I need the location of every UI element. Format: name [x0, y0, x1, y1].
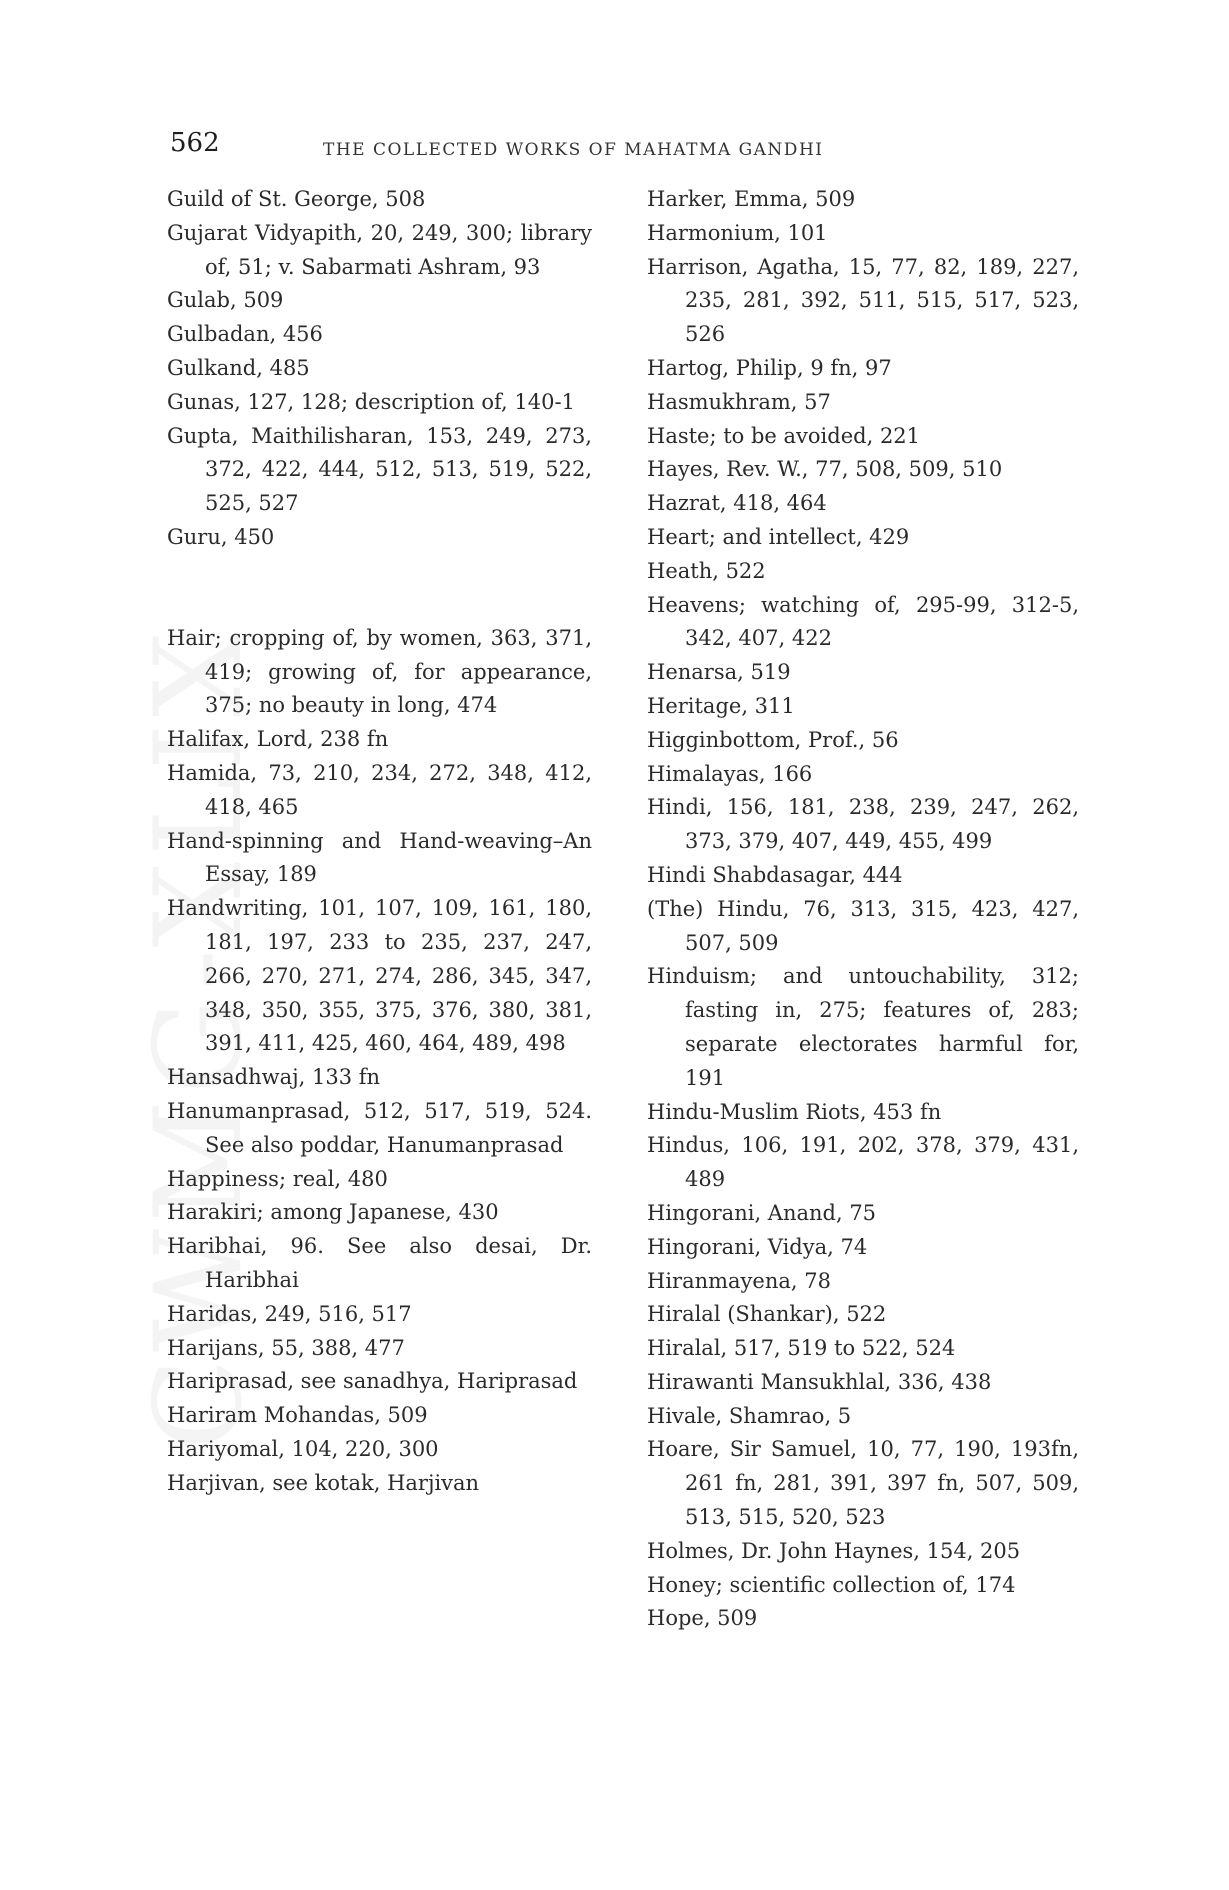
index-entry: Heritage, 311 [647, 693, 795, 718]
index-column-left [167, 183, 592, 1500]
index-entry: Hariyomal, 104, 220, 300 [167, 1436, 439, 1461]
index-entry: Higginbottom, Prof., 56 [647, 727, 899, 752]
index-entry: Hanumanprasad, 512, 517, 519, 524. See also poddar, Hanumanprasad [167, 1098, 592, 1157]
index-entry: Hindu-Muslim Riots, 453 fn [647, 1099, 942, 1124]
index-entry: Hariprasad, see sanadhya, Hariprasad [167, 1369, 578, 1394]
index-entry: Guru, 450 [167, 524, 275, 549]
index-entry: Hirawanti Mansukhlal, 336, 438 [647, 1369, 992, 1394]
index-entry: Honey; scientific collection of, 174 [647, 1572, 1016, 1597]
page-header [170, 128, 1069, 168]
index-entry: Holmes, Dr. John Haynes, 154, 205 [647, 1538, 1021, 1563]
index-entry: Guild of St. George, 508 [167, 187, 426, 211]
index-entry: Halifax, Lord, 238 fn [167, 727, 389, 752]
index-entry: Gunas, 127, 128; description of, 140-1 [167, 389, 575, 414]
index-entry: Haridas, 249, 516, 517 [167, 1301, 412, 1326]
index-entry: Hasmukhram, 57 [647, 389, 831, 414]
index-entry: Hand-spinning and Hand-weaving–An Essay, 189 [167, 828, 592, 887]
index-entry: Heart; and intellect, 429 [647, 524, 910, 549]
index-entry: Hiralal (Shankar), 522 [647, 1302, 887, 1327]
index-entry: Handwriting, 101, 107, 109, 161, 180, 181, 197, 233 to 235, 237, 247, 266, 270, 271, 274, 286, 345, 347, 348, 350, 355, 375, 376, 380, 381, 391, 411, 425, 460, 464, 489, 498 [167, 896, 592, 1056]
index-entry: Hair; cropping of, by women, 363, 371, 419; growing of, for appearance, 375; no beauty in long, 474 [167, 625, 592, 718]
index-entry: Gulab, 509 [167, 288, 284, 313]
index-entry: Hamida, 73, 210, 234, 272, 348, 412, 418, 465 [167, 760, 592, 819]
index-entry: Harjivan, see kotak, Harjivan [167, 1470, 480, 1495]
index-entry: Gulbadan, 456 [167, 322, 323, 347]
index-entry: Hiranmayena, 78 [647, 1268, 831, 1293]
index-entry: Hivale, Shamrao, 5 [647, 1403, 852, 1428]
index-entry: Haste; to be avoided, 221 [647, 423, 921, 448]
index-entry: Hindus, 106, 191, 202, 378, 379, 431, 489 [647, 1133, 1079, 1192]
page-number: 562 [170, 128, 220, 158]
index-entry: Happiness; real, 480 [167, 1166, 388, 1191]
index-entry: Hariram Mohandas, 509 [167, 1403, 428, 1428]
index-entry: Heath, 522 [647, 558, 766, 583]
index-entry: Hingorani, Anand, 75 [647, 1200, 877, 1225]
index-entry: Hazrat, 418, 464 [647, 491, 827, 516]
index-entry: Henarsa, 519 [647, 660, 791, 685]
index-entry: Heavens; watching of, 295-99, 312-5, 342, 407, 422 [647, 592, 1079, 651]
index-entry: Hingorani, Vidya, 74 [647, 1234, 868, 1259]
index-entry: Hansadhwaj, 133 fn [167, 1065, 381, 1090]
index-entry: Gulkand, 485 [167, 355, 310, 380]
index-entry: Gupta, Maithilisharan, 153, 249, 273, 372, 422, 444, 512, 513, 519, 522, 525, 527 [167, 423, 592, 516]
index-entry: Hartog, Philip, 9 fn, 97 [647, 355, 892, 380]
index-entry: Hiralal, 517, 519 to 522, 524 [647, 1336, 956, 1361]
index-entry: Hindi, 156, 181, 238, 239, 247, 262, 373, 379, 407, 449, 455, 499 [647, 795, 1079, 854]
index-entry: Hope, 509 [647, 1606, 758, 1631]
section-gap [167, 555, 592, 622]
index-entry: Hinduism; and untouchability, 312; fasting in, 275; features of, 283; separate electorates harmful for, 191 [647, 964, 1079, 1090]
index-entry: Hoare, Sir Samuel, 10, 77, 190, 193fn, 261 fn, 281, 391, 397 fn, 507, 509, 513, 515, 520, 523 [647, 1437, 1079, 1530]
running-title: THE COLLECTED WORKS OF MAHATMA GANDHI [323, 140, 824, 160]
index-entry: Harker, Emma, 509 [647, 187, 856, 211]
index-entry: (The) Hindu, 76, 313, 315, 423, 427, 507, 509 [647, 896, 1079, 955]
index-entry: Harrison, Agatha, 15, 77, 82, 189, 227, 235, 281, 392, 511, 515, 517, 523, 526 [647, 254, 1079, 347]
index-entry: Haribhai, 96. See also desai, Dr. Haribhai [167, 1234, 592, 1292]
index-entry: Himalayas, 166 [647, 761, 813, 786]
index-entry: Hindi Shabdasagar, 444 [647, 862, 903, 887]
index-entry: Harakiri; among Japanese, 430 [167, 1200, 499, 1225]
index-entry: Harijans, 55, 388, 477 [167, 1335, 405, 1360]
index-entry: Gujarat Vidyapith, 20, 249, 300; library of, 51; v. Sabarmati Ashram, 93 [167, 220, 592, 279]
index-entry: Harmonium, 101 [647, 220, 828, 245]
index-entry: Hayes, Rev. W., 77, 508, 509, 510 [647, 457, 1003, 482]
index-column-right [647, 183, 1079, 1636]
